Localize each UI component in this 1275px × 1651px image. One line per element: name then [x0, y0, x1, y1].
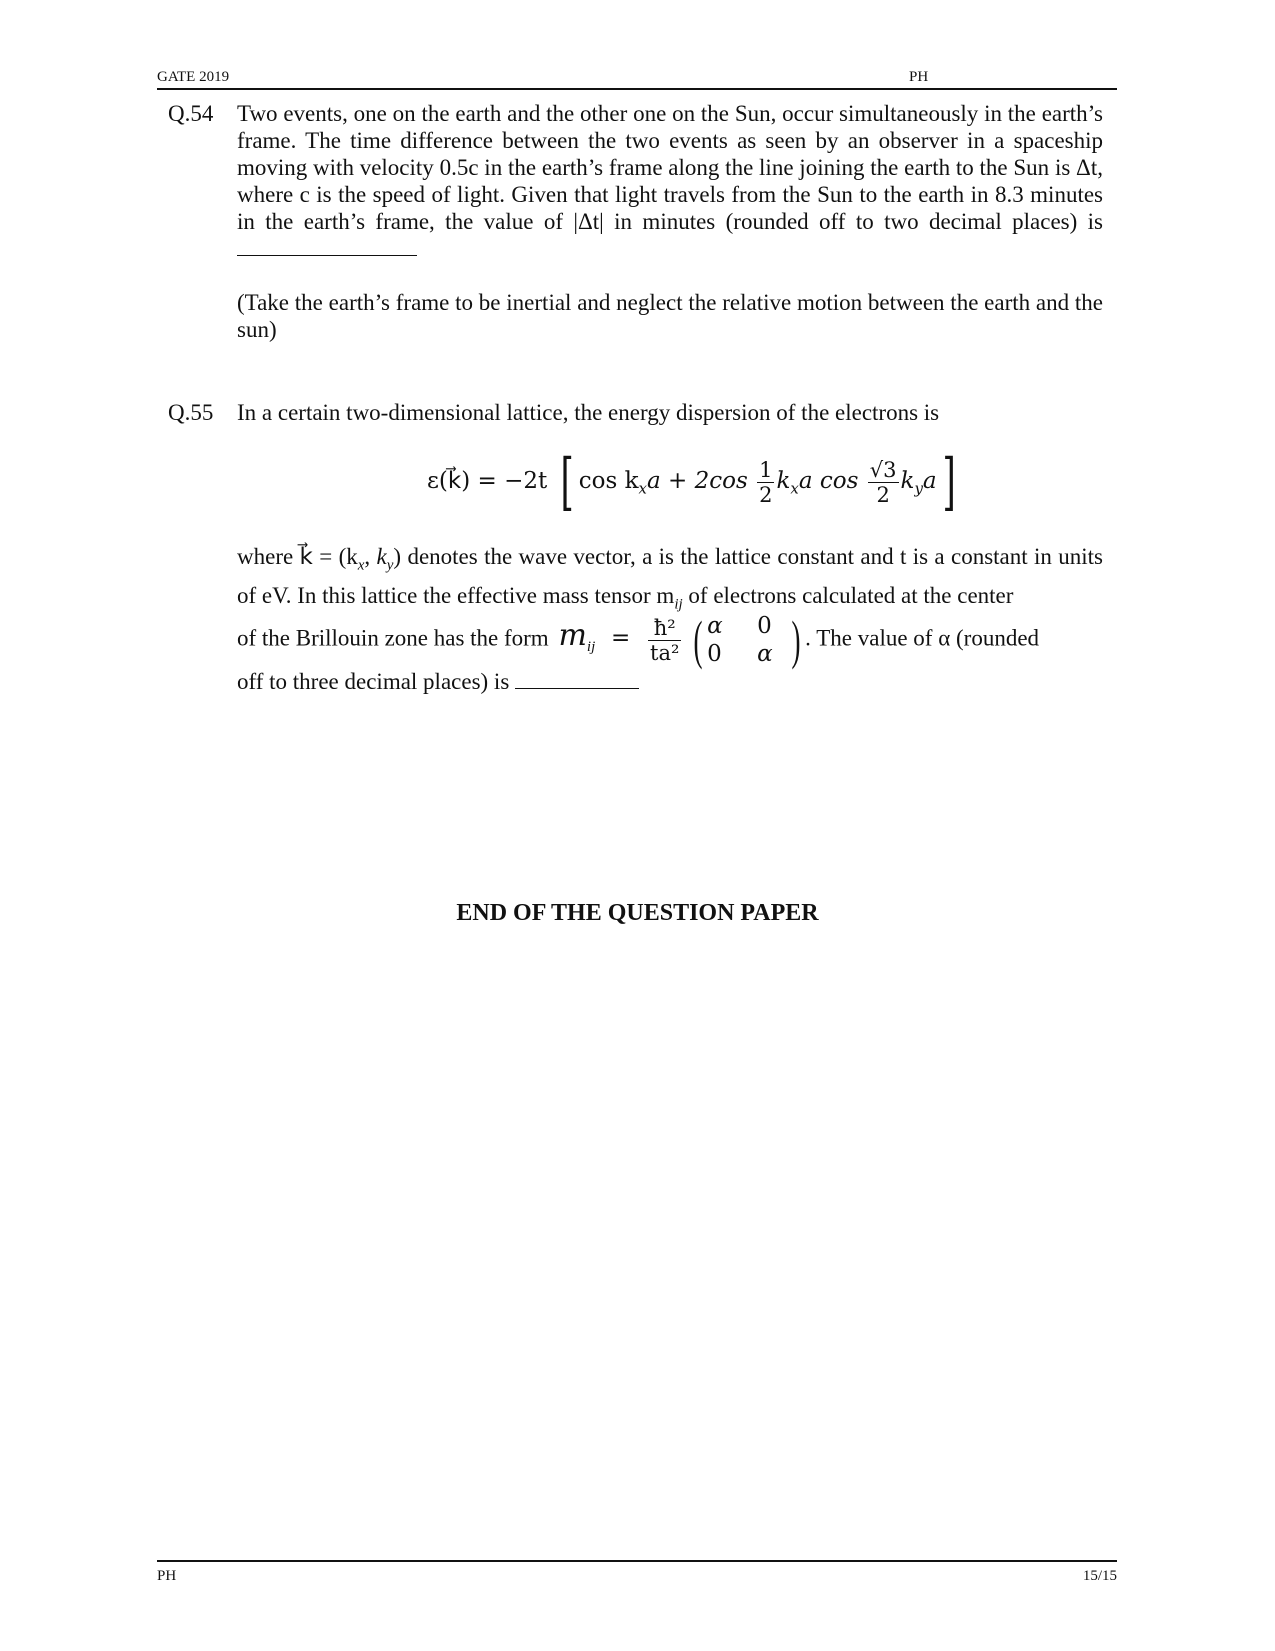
question-text [237, 542, 1103, 619]
bracket-close: ] [942, 445, 956, 518]
paper-code: PH [909, 69, 929, 85]
fraction-half [757, 458, 774, 507]
text-run: ) denotes the wave vector, a is the lattice constant and t is a constant in units of eV. In this lattice the effective mass tensor m [237, 544, 1103, 608]
question-intro: In a certain two-dimensional lattice, the energy dispersion of the electrons is [237, 400, 940, 425]
matrix-prefactor [648, 616, 681, 665]
denominator: ta² [650, 640, 680, 665]
denominator: 2 [759, 482, 773, 507]
answer-blank[interactable] [237, 237, 417, 256]
equation-lhs: ε(k⃗) = −2t [427, 468, 548, 494]
text-run: where k⃗ = (k [237, 544, 358, 569]
fraction-root3 [868, 458, 899, 507]
question-body [237, 100, 1103, 343]
question-note: (Take the earth’s frame to be inertial and neglect the relative motion between the earth and the sun) [237, 290, 1103, 342]
question-text [237, 100, 1103, 262]
question-text [237, 668, 1103, 695]
text-run: . The value of α (rounded [805, 625, 1040, 651]
matrix-cell: α [707, 613, 723, 639]
exam-title: GATE 2019 [157, 69, 230, 85]
denominator: 2 [876, 482, 890, 507]
page-number: 15/15 [1082, 1568, 1117, 1584]
paragraph: where k⃗ = ($k_x$, $k_y$) denotes the wave vector, a is the lattice constant and t is a constant in units of eV. In this lattice the effective mass tensor $m_{ij}$ of electrons calculated at the center [237, 544, 1103, 613]
question-text-content: Two events, one on the earth and the other one on the Sun, occur simultaneously in the earth’s frame. The time difference between the two events as seen by an observer in a spaceship moving with velocity 0.5c in the earth’s frame along the line joining the earth to the Sun is Δt, where c is the speed of light. Given that light travels from the Sun to the earth in 8.3 minutes in the earth’s frame, the value of |Δt| in minutes (rounded off to two decimal places) is [237, 101, 1103, 234]
footer-code: PH [157, 1568, 177, 1584]
equation-term: cos k [578, 468, 639, 494]
page-footer [157, 1560, 1117, 1586]
matrix-cell: 0 [757, 613, 772, 639]
bracket-open: [ [559, 445, 574, 518]
page-header [157, 66, 1117, 90]
matrix-cell: 0 [707, 641, 722, 667]
numerator: 1 [759, 457, 773, 482]
matrix [707, 612, 787, 668]
text-run: off to three decimal places) is [237, 669, 510, 694]
text-run: of the Brillouin zone has the form [237, 625, 549, 651]
numerator: √3 [869, 457, 897, 482]
matrix-cell: α [757, 641, 773, 667]
equation-term: a [922, 468, 937, 494]
text-run: of electrons calculated at the center [682, 582, 1014, 608]
numerator: ħ² [648, 616, 681, 641]
dispersion-equation: ε(k⃗) = −2t [ $\cos k_xa + 2\cos$ $\frac{1}{2}$ $k_xa$ cos $\frac{√3}{2}$ $k_ya$] [427, 445, 956, 518]
answer-blank[interactable] [515, 670, 639, 689]
question-number: Q.54 [168, 101, 214, 126]
question-number: Q.55 [168, 400, 214, 425]
equation-term: a cos [798, 468, 859, 494]
equation-term: a + 2cos [647, 468, 748, 494]
matrix-line: of the Brillouin zone has the form $m_{ij}$ = $\frac{\text{ħ²}}{\text{ta²}}$ ( α 0 0 α ) . The value of α (rounded [237, 610, 1040, 670]
end-of-paper: END OF THE QUESTION PAPER [456, 900, 819, 926]
